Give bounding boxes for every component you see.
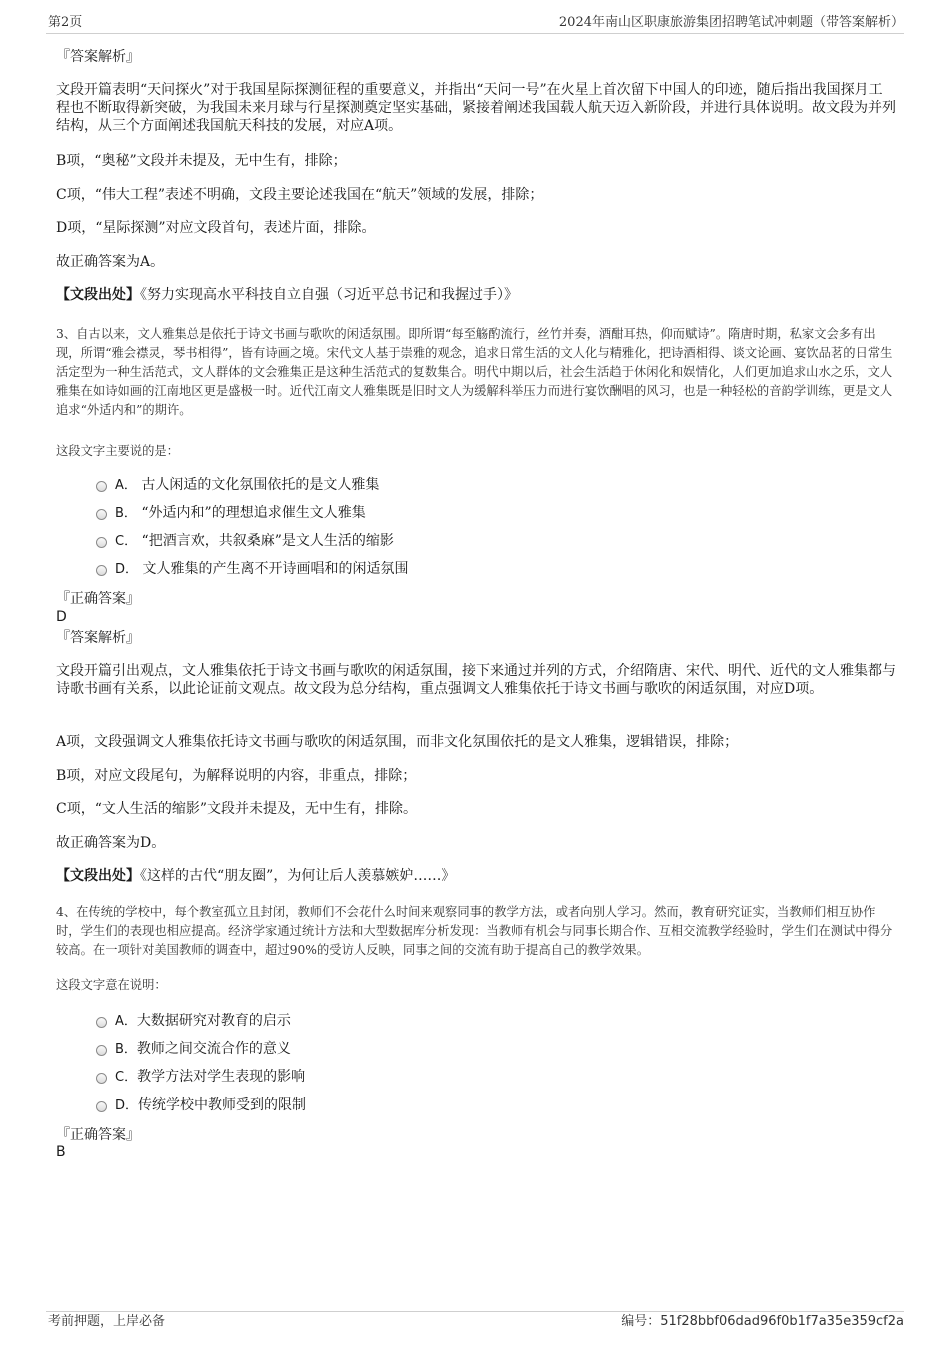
option-text: 大数据研究对教育的启示	[136, 1013, 291, 1029]
radio-button-icon[interactable]	[96, 1045, 107, 1056]
footer-divider	[46, 1311, 904, 1312]
option-label: B．	[115, 1042, 137, 1057]
radio-button-icon[interactable]	[96, 1017, 107, 1028]
radio-button-icon[interactable]	[96, 481, 107, 492]
q2-source-label: 【文段出处】	[56, 287, 140, 303]
option-text: “把酒言欢，共叙桑麻”是文人生活的缩影	[141, 533, 394, 549]
option-text: 传统学校中教师受到的限制	[138, 1097, 307, 1113]
q4-option-d[interactable]	[96, 1095, 306, 1115]
q2-source-text: 《努力实现高水平科技自立自强（习近平总书记和我握过手）》	[140, 287, 518, 303]
q4-prompt: 这段文字意在说明：	[56, 978, 167, 992]
radio-button-icon[interactable]	[96, 1101, 107, 1112]
q3-answer-label: 『正确答案』	[56, 591, 140, 607]
option-label: A．	[115, 1014, 137, 1029]
option-label: C．	[115, 534, 138, 549]
option-text: 教学方法对学生表现的影响	[137, 1069, 306, 1085]
q3-source-text: 《这样的古代“朋友圈”，为何让后人羡慕嫉妒……》	[140, 868, 456, 884]
radio-button-icon[interactable]	[96, 565, 107, 576]
footer-slogan: 考前押题，上岸必备	[48, 1314, 166, 1329]
q2-analysis-para: D项，“星际探测”对应文段首句，表述片面，排除。	[56, 220, 376, 236]
q3-answer: D	[56, 609, 67, 625]
header-divider	[46, 33, 904, 34]
option-label: C．	[115, 1070, 138, 1085]
q3-option-c[interactable]	[96, 531, 394, 551]
q3-prompt: 这段文字主要说的是：	[56, 444, 179, 458]
option-text: 教师之间交流合作的意义	[136, 1041, 291, 1057]
option-label: D．	[115, 1098, 139, 1113]
option-label: A．	[115, 478, 137, 493]
q4-answer-label: 『正确答案』	[56, 1127, 140, 1143]
option-label: B．	[115, 506, 137, 521]
page-header	[48, 14, 904, 32]
option-text: 文人雅集的产生离不开诗画唱和的闲适氛围	[142, 561, 409, 577]
q4-option-b[interactable]	[96, 1039, 291, 1059]
radio-button-icon[interactable]	[96, 537, 107, 548]
option-text: “外适内和”的理想追求催生文人雅集	[141, 505, 366, 521]
q4-answer: B	[56, 1144, 66, 1160]
option-label: D．	[115, 562, 139, 577]
q3-analysis-para: 故正确答案为D。	[56, 835, 166, 851]
q3-analysis-para: 文段开篇引出观点，文人雅集依托于诗文书画与歌吹的闲适氛围，接下来通过并列的方式，介绍隋唐、宋代、明代、近代的文人雅集都与诗歌书画有关系，以此论证前文观点。故文段为总分结构，重点强调文人雅集依托于诗文书画与歌吹的闲适氛围，对应D项。	[56, 663, 896, 697]
q3-stem: 3、自古以来，文人雅集总是依托于诗文书画与歌吹的闲适氛围。即所谓“每至觞酌流行，丝竹并奏，酒酣耳热，仰而赋诗”。隋唐时期，私家文会多有出现，所谓“雅会襟灵，琴书相得”，皆有诗画之境。宋代文人基于崇雅的观念，追求日常生活的文人化与精雅化，把诗酒相得、谈文论画、宴饮品茗的日常生活定型为一种生活范式，文人群体的文会雅集正是这种生活范式的复数集合。明代中期以后，社会生活趋于休闲化和娱情化，人们更加追求山水之乐，文人雅集在如诗如画的江南地区更是盛极一时。近代江南文人雅集既是旧时文人为缓解科举压力而进行宴饮酬唱的风习，也是一种轻松的音韵学训练，更是文人追求“外适内和”的期许。	[56, 327, 893, 417]
q3-source	[56, 867, 896, 885]
q3-analysis-para: B项，对应文段尾句，为解释说明的内容，非重点，排除；	[56, 768, 417, 784]
option-text: 古人闲适的文化氛围依托的是文人雅集	[141, 477, 380, 493]
q3-option-b[interactable]	[96, 503, 366, 523]
q4-stem: 4、在传统的学校中，每个教室孤立且封闭，教师们不会花什么时间来观察同事的教学方法，或者向别人学习。然而，教育研究证实，当教师们相互协作时，学生们的表现也相应提高。经济学家通过统计方法和大型数据库分析发现：当教师有机会与同事长期合作、互相交流教学经验时，学生们在测试中得分较高。在一项针对美国教师的调查中，超过90%的受访人反映，同事之间的交流有助于提高自己的教学效果。	[56, 905, 893, 957]
q2-analysis-para: 故正确答案为A。	[56, 254, 165, 270]
page-footer	[48, 1313, 904, 1331]
q2-analysis-label: 『答案解析』	[56, 49, 140, 65]
q3-analysis-para: A项，文段强调文人雅集依托诗文书画与歌吹的闲适氛围，而非文化氛围依托的是文人雅集，逻辑错误，排除；	[56, 734, 739, 750]
page-number: 第2页	[48, 15, 83, 30]
q4-option-c[interactable]	[96, 1067, 305, 1087]
q4-option-a[interactable]	[96, 1011, 291, 1031]
q3-analysis-para: C项，“文人生活的缩影”文段并未提及，无中生有，排除。	[56, 801, 418, 817]
q3-source-label: 【文段出处】	[56, 868, 140, 884]
q2-analysis-para: C项，“伟大工程”表述不明确，文段主要论述我国在“航天”领域的发展，排除；	[56, 187, 544, 203]
code-value: 51f28bbf06dad96f0b1f7a35e359cf2a	[660, 1314, 904, 1329]
q3-option-a[interactable]	[96, 475, 379, 495]
q2-source	[56, 286, 896, 304]
radio-button-icon[interactable]	[96, 1073, 107, 1084]
q2-analysis-para: B项，“奥秘”文段并未提及，无中生有，排除；	[56, 153, 347, 169]
code-label: 编号：	[621, 1314, 661, 1329]
q3-option-d[interactable]	[96, 559, 408, 579]
q3-analysis-label: 『答案解析』	[56, 630, 140, 646]
q2-analysis-para: 文段开篇表明“天问探火”对于我国星际探测征程的重要意义，并指出“天问一号”在火星上首次留下中国人的印迹，随后指出我国探月工程也不断取得新突破，为我国未来月球与行星探测奠定坚实基础，紧接着阐述我国载人航天迈入新阶段，并进行具体说明。故文段为并列结构，从三个方面阐述我国航天科技的发展，对应A项。	[56, 82, 896, 134]
document-title: 2024年南山区职康旅游集团招聘笔试冲刺题（带答案解析）	[558, 15, 904, 30]
document-code	[621, 1313, 904, 1331]
radio-button-icon[interactable]	[96, 509, 107, 520]
